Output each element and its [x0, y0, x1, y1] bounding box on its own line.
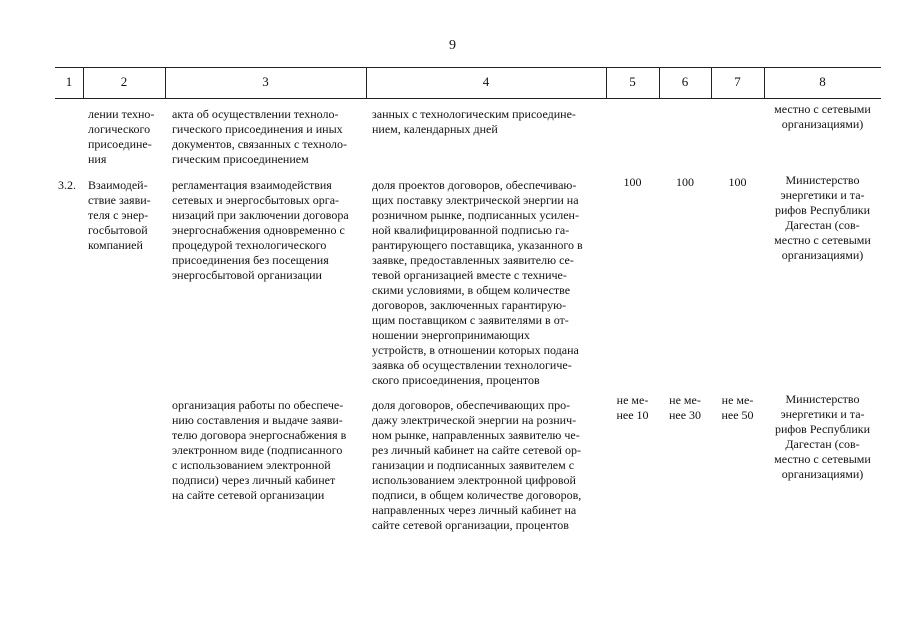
- header-col-7: 7: [734, 74, 741, 89]
- row-event: регламентация взаимодействия сетевых и энергосбытовых орга- низаций при заключении договора энергоснабжения одновременно с процедурой технологического присоединения без посещения энергосбытовой организации: [172, 178, 349, 282]
- header-col-1: 1: [65, 74, 73, 89]
- header-col-2: 2: [120, 74, 128, 89]
- row-value-col5: не ме- нее 10: [616, 393, 649, 422]
- row-value-col6: не ме- нее 30: [668, 393, 702, 422]
- row-event: организация работы по обеспече- нию составления и выдаче заяви- телю договора энергоснабжения в электронном виде (подписанного с использованием электронной подписи) через личный кабинет на сайте сетевой организации: [172, 398, 347, 502]
- header-col-6: 6: [681, 74, 689, 89]
- header-col-8: 8: [819, 74, 826, 89]
- row-responsible: Министерство энергетики и та- рифов Республики Дагестан (сов- местно с сетевыми организациями): [774, 173, 871, 262]
- row-value-col7: не ме- нее 50: [721, 393, 754, 422]
- row-value-col7: 100: [728, 175, 747, 189]
- row-responsible: местно с сетевыми организациями): [774, 102, 871, 131]
- header-bottom-rule: [55, 98, 881, 99]
- header-col-3: 3: [262, 74, 269, 89]
- page-number: 9: [449, 38, 456, 53]
- row-responsible: Министерство энергетики и та- рифов Республики Дагестан (сов- местно с сетевыми организациями): [774, 392, 871, 481]
- header-top-rule: [55, 67, 881, 68]
- row-value-col6: 100: [676, 175, 694, 189]
- row-indicator: доля договоров, обеспечивающих про- дажу электрической энергии на рознич- ном рынке, направленных заявителю че- рез личный кабинет на сайте сетевой ор- ганизации и подписанных заявителем с использованием электронной цифровой подписи, в общем количестве договоров, направленных через личный кабинет на сайте сетевой организации, процентов: [372, 398, 582, 532]
- row-number: 3.2.: [58, 178, 76, 192]
- header-col-4: 4: [482, 74, 490, 89]
- row-name: лении техно- логического присоедине- ния: [88, 107, 155, 166]
- row-event: акта об осуществлении техноло- гического присоединения и иных документов, связанных с техноло- гическим присоединением: [172, 107, 348, 166]
- header-col-5: 5: [629, 74, 636, 89]
- row-value-col5: 100: [623, 175, 642, 189]
- row-indicator: доля проектов договоров, обеспечиваю- щих поставку электрической энергии на розничном рынке, подписанных усилен- ной квалифицированной подписью га- рантирующего поставщика, указанного в заявке, предоставленных заявителю се- тевой организацией вместе с техниче- скими условиями, в общем количестве договоров, заключенных гарантирую- щим поставщиком с заявителями в от- ношении энергопринимающих устройств, в отношении которых подана заявка об осуществлении технологиче- ского присоединения, процентов: [372, 178, 583, 387]
- row-indicator: занных с технологическим присоедине- нием, календарных дней: [372, 107, 576, 136]
- row-name: Взаимодей- ствие заяви- теля с энер- госбытовой компанией: [88, 178, 151, 252]
